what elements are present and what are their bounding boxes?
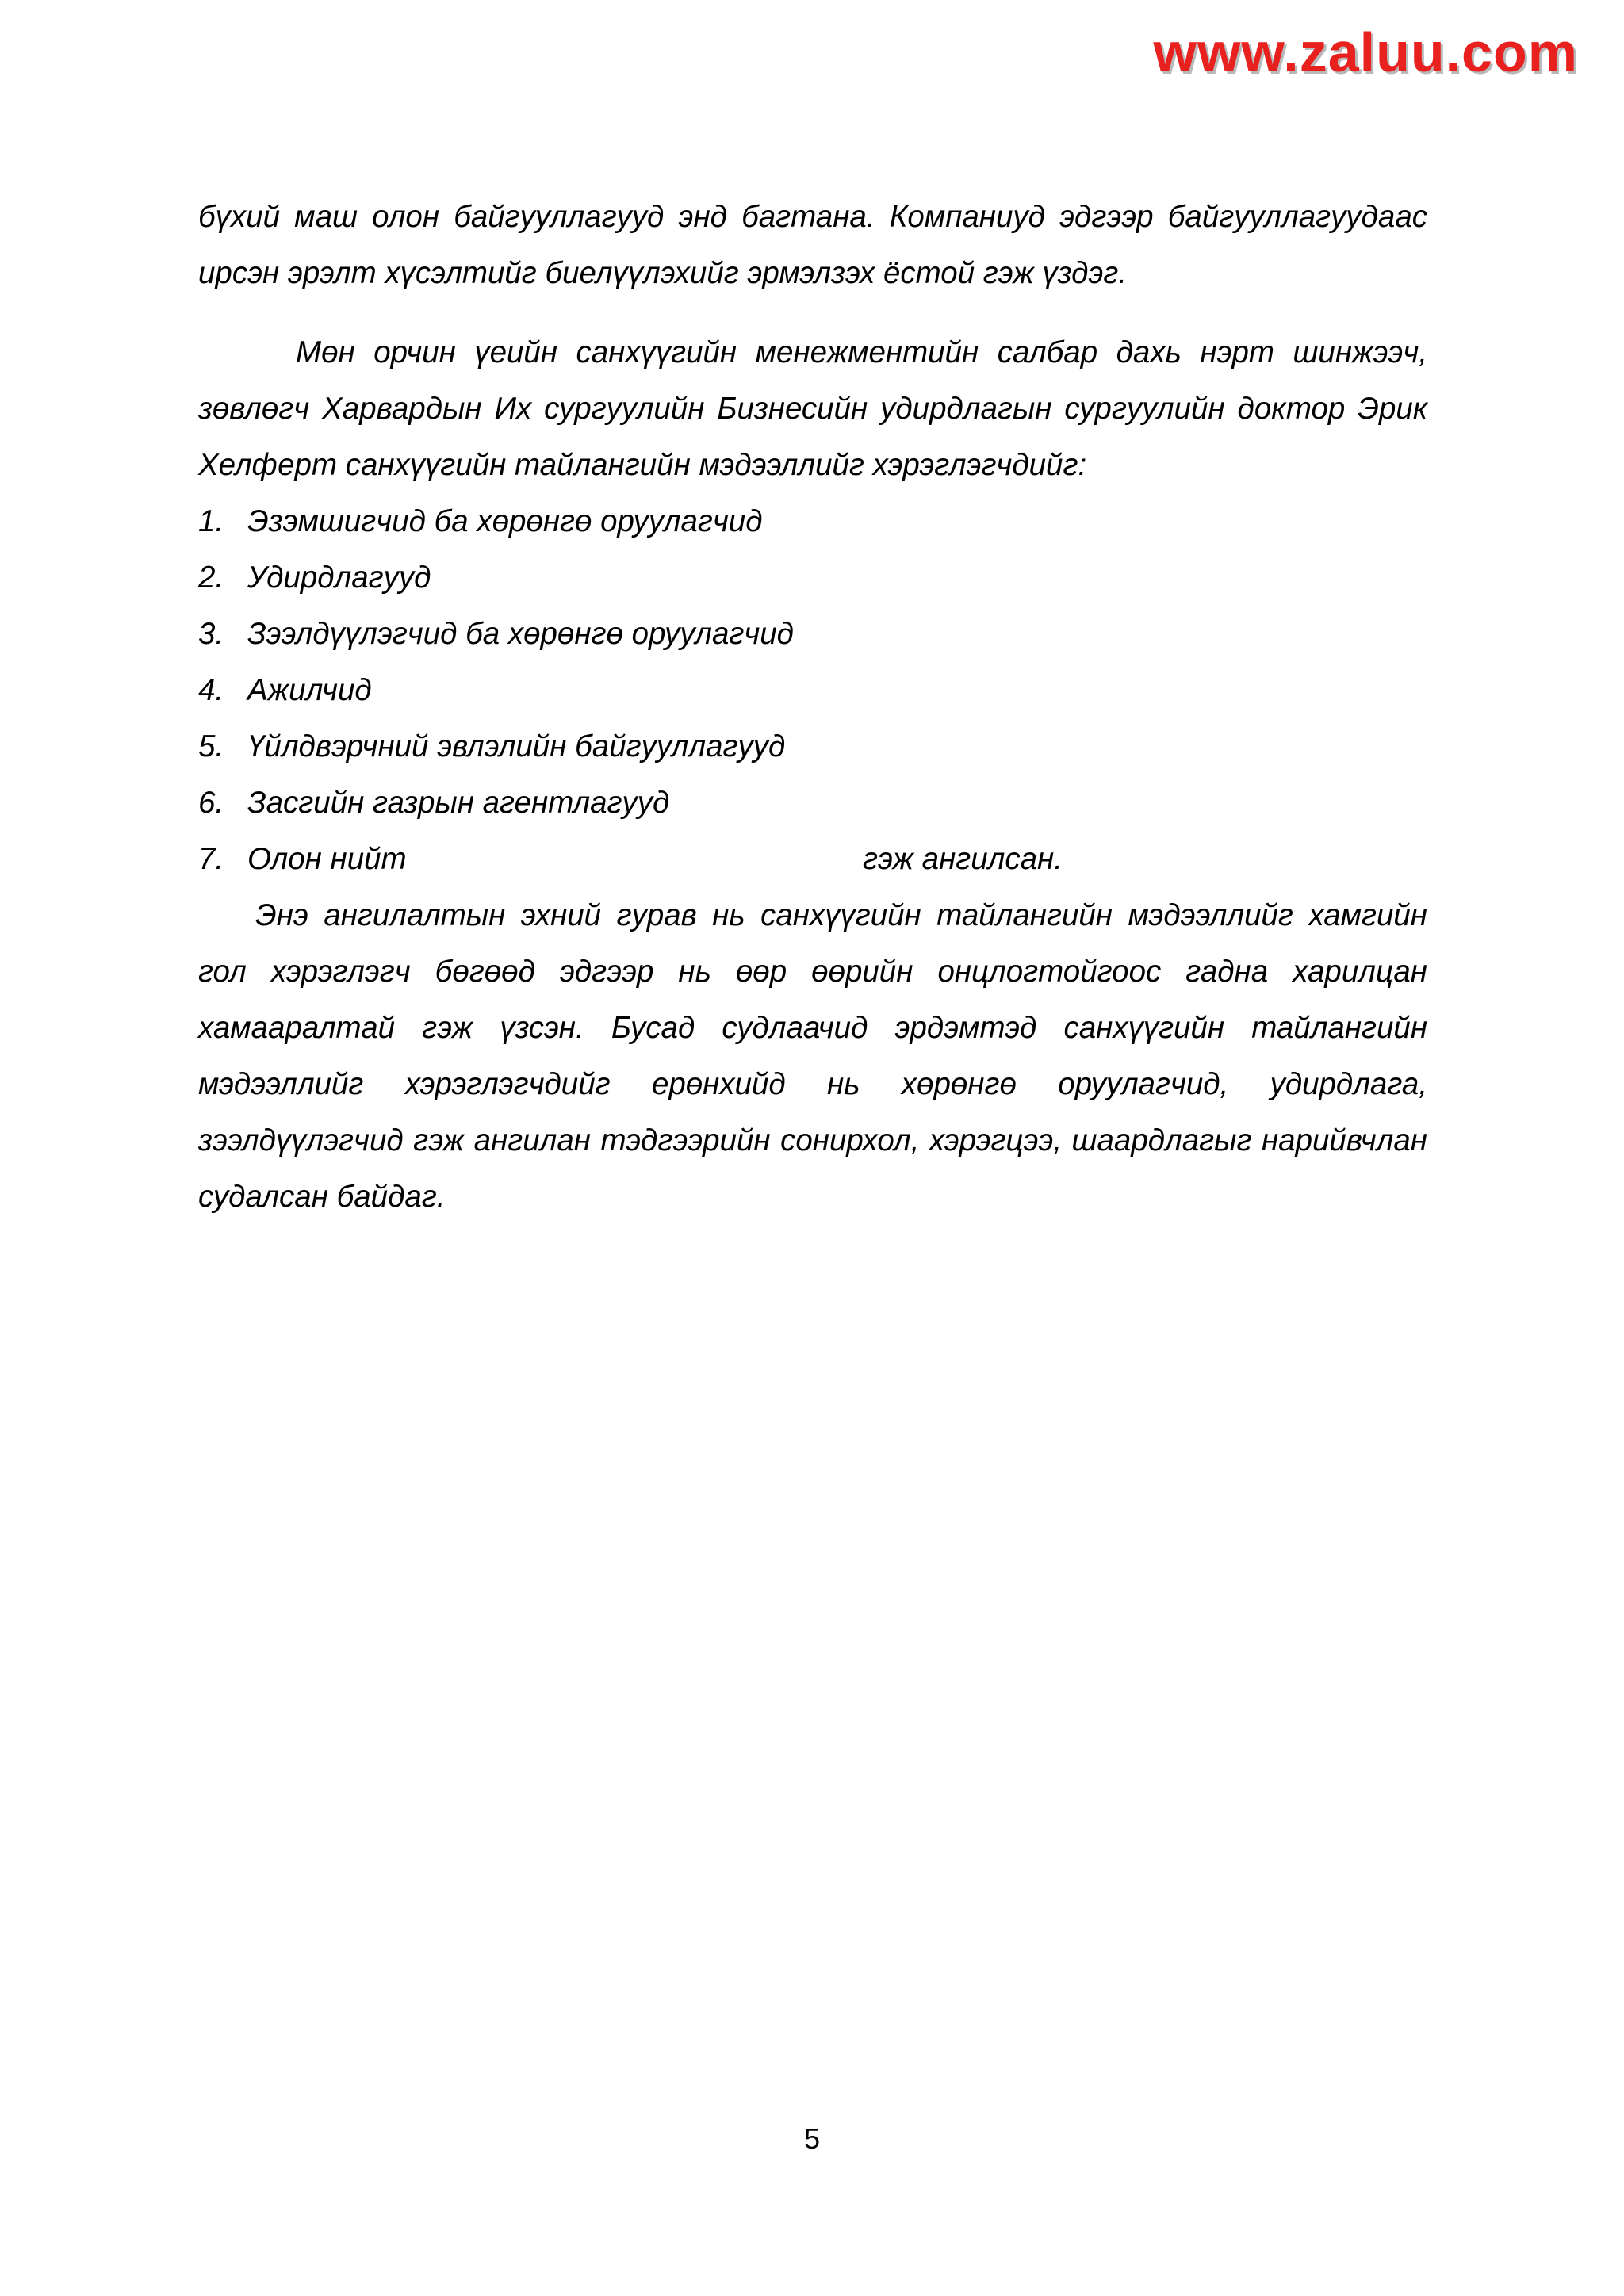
- document-body: [198, 189, 1427, 1225]
- list-item-text: Олон нийт: [247, 842, 407, 876]
- list-item-number: 5.: [198, 729, 224, 763]
- list-item-number: 3.: [198, 617, 224, 651]
- page-number: 5: [803, 2122, 821, 2155]
- list-item-number: 4.: [198, 673, 224, 707]
- list-item-number: 7.: [198, 842, 224, 876]
- list-item: [198, 549, 1427, 606]
- paragraph-2: Мөн орчин үеийн санхүүгийн менежментийн салбар дахь нэрт шинжээч, зөвлөгч Харвардын Их сургуулийн Бизнесийн удирдлагын сургуулийн доктор Эрик Хелферт санхүүгийн тайлангийн мэдээллийг хэрэглэгчдийг:: [198, 335, 1427, 482]
- list-item-text: Удирдлагууд: [247, 561, 431, 595]
- list-item-number: 2.: [198, 561, 224, 595]
- paragraph-3: Энэ ангилалтын эхний гурав нь санхүүгийн тайлангийн мэдээллийг хамгийн гол хэрэглэгч бөгөөд эдгээр нь өөр өөрийн онцлогтойгоос гадна харилцан хамааралтай гэж үзсэн. Бусад судлаачид эрдэмтэд санхүүгийн тайлангийн мэдээллийг хэрэглэгчдийг ерөнхийд нь хөрөнгө оруулагчид, удирдлага, зээлдүүлэгчид гэж ангилан тэдгээрийн сонирхол, хэрэгцээ, шаардлагыг нарийвчлан судалсан байдаг.: [198, 898, 1427, 1214]
- list-item-text: Эзэмшигчид ба хөрөнгө оруулагчид: [247, 504, 763, 538]
- list-item: [198, 662, 1427, 718]
- list-item-text: Үйлдвэрчний эвлэлийн байгууллагууд: [247, 729, 786, 763]
- list-item-number: 6.: [198, 786, 224, 820]
- watermark-logo: www.zaluu.com: [1153, 21, 1578, 83]
- list-item: [198, 775, 1427, 831]
- list-item-text: Ажилчид: [247, 673, 372, 707]
- list-item: [198, 606, 1427, 662]
- list-item: [198, 718, 1427, 775]
- list-closing-text: гэж ангилсан.: [863, 842, 1063, 876]
- list-item: [198, 831, 1427, 887]
- numbered-list: [198, 493, 1427, 887]
- list-item: [198, 493, 1427, 549]
- list-item-number: 1.: [198, 504, 224, 538]
- paragraph-1: бүхий маш олон байгууллагууд энд багтана. Компаниуд эдгээр байгууллагуудаас ирсэн эрэлт хүсэлтийг биелүүлэхийг эрмэлзэх ёстой гэж үздэг.: [198, 200, 1427, 290]
- list-item-text: Засгийн газрын агентлагууд: [247, 786, 670, 820]
- list-item-text: Зээлдүүлэгчид ба хөрөнгө оруулагчид: [247, 617, 794, 651]
